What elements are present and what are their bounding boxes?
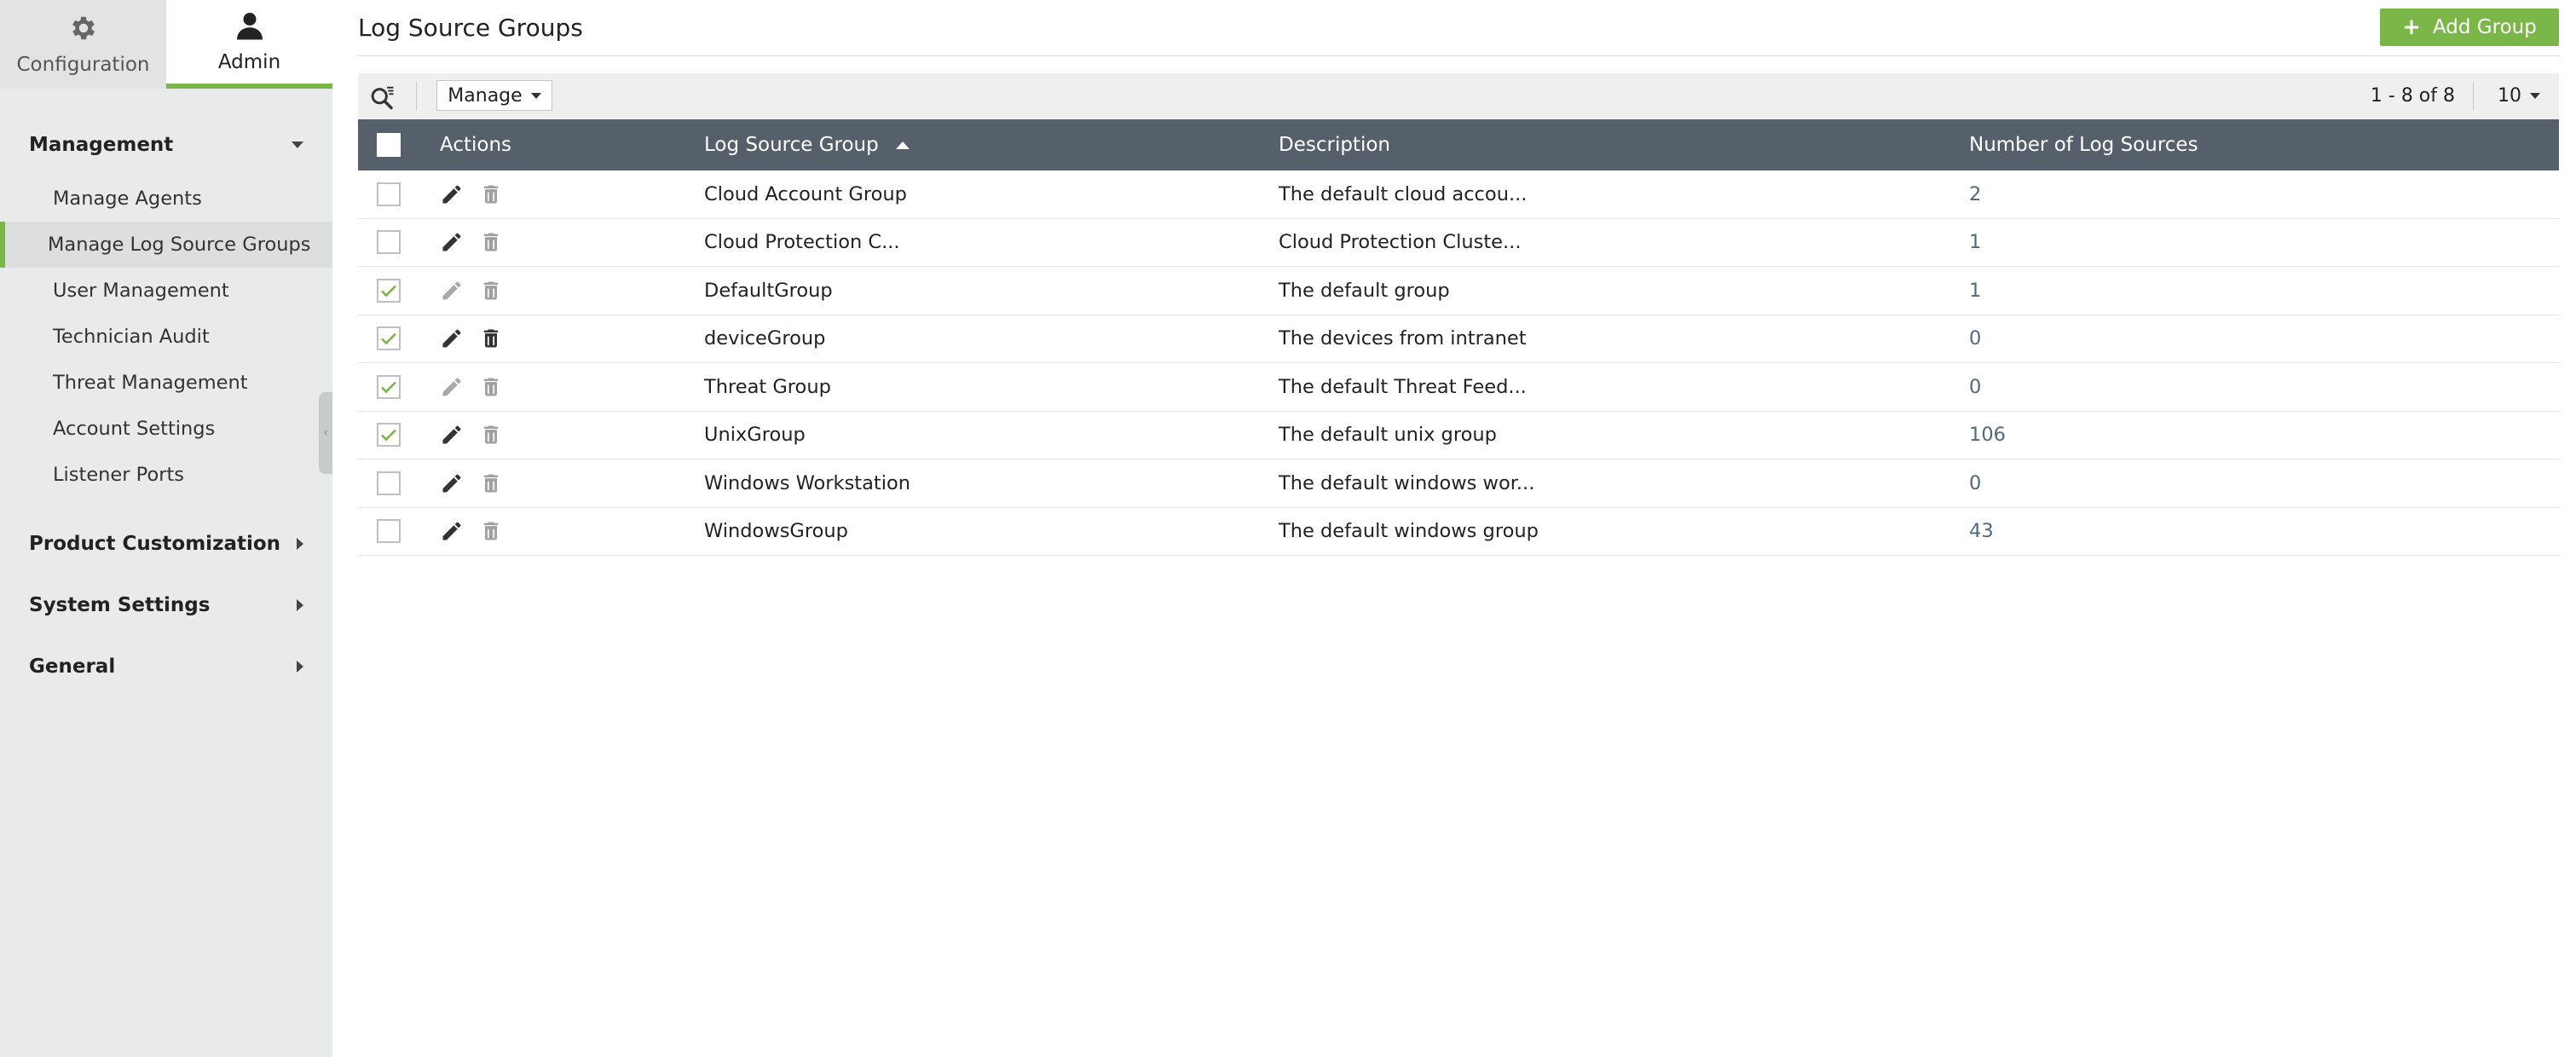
section-management-label: Management xyxy=(29,134,174,156)
caret-right-icon xyxy=(297,599,303,611)
gear-icon xyxy=(68,13,99,43)
management-items xyxy=(0,176,332,498)
delete-icon[interactable] xyxy=(479,519,503,543)
cell-log-source-group: Windows Workstation xyxy=(704,471,910,494)
log-source-count-link[interactable]: 0 xyxy=(1969,327,1982,350)
sidebar-item-user-management[interactable]: User Management xyxy=(53,280,229,302)
table-row[interactable] xyxy=(358,459,2559,508)
column-header-log-source-group-label: Log Source Group xyxy=(704,134,879,156)
row-checkbox[interactable] xyxy=(377,375,401,399)
edit-icon[interactable] xyxy=(440,375,464,399)
chevron-left-icon: ‹ xyxy=(323,426,328,440)
sidebar-item-account-settings[interactable]: Account Settings xyxy=(53,418,216,440)
log-source-count-link[interactable]: 0 xyxy=(1969,471,1982,494)
cell-number-of-log-sources xyxy=(1969,231,1981,253)
caret-right-icon xyxy=(297,538,303,550)
row-checkbox[interactable] xyxy=(377,279,401,303)
delete-icon[interactable] xyxy=(479,471,503,495)
delete-icon[interactable] xyxy=(479,230,503,254)
cell-description: The devices from intranet xyxy=(1279,327,1527,350)
tab-admin[interactable] xyxy=(166,0,332,89)
row-actions xyxy=(440,423,503,447)
page-size-dropdown[interactable] xyxy=(2498,85,2540,107)
cell-description: The default cloud accou... xyxy=(1279,182,1528,205)
section-product-customization-label: Product Customization xyxy=(29,533,281,555)
select-all-checkbox[interactable] xyxy=(377,133,401,157)
sort-ascending-icon xyxy=(896,142,910,149)
row-checkbox[interactable] xyxy=(377,471,401,495)
edit-icon[interactable] xyxy=(440,182,464,206)
row-actions xyxy=(440,471,503,495)
row-select-cell xyxy=(377,230,401,254)
cell-number-of-log-sources xyxy=(1969,472,1981,494)
section-system-settings-label: System Settings xyxy=(29,594,211,616)
section-system-settings[interactable] xyxy=(0,575,332,636)
caret-down-icon xyxy=(292,142,303,148)
caret-right-icon xyxy=(297,661,303,673)
log-source-groups-table xyxy=(358,119,2559,556)
table-row[interactable] xyxy=(358,219,2559,268)
tab-admin-label: Admin xyxy=(217,51,281,73)
column-header-log-source-group[interactable] xyxy=(704,134,910,156)
delete-icon[interactable] xyxy=(479,279,503,303)
sidebar xyxy=(0,0,332,1057)
grid-toolbar xyxy=(358,73,2559,119)
cell-number-of-log-sources xyxy=(1969,376,1981,398)
add-group-button[interactable] xyxy=(2380,9,2559,46)
cell-number-of-log-sources xyxy=(1969,327,1981,349)
section-general[interactable] xyxy=(0,636,332,697)
cell-description: The default unix group xyxy=(1279,424,1497,447)
cell-log-source-group: Cloud Protection C... xyxy=(704,231,900,254)
search-icon[interactable] xyxy=(370,84,396,110)
table-header xyxy=(358,119,2559,170)
checkmark-icon xyxy=(378,377,399,397)
cell-description: The default windows group xyxy=(1279,520,1539,543)
add-group-label: Add Group xyxy=(2432,16,2537,38)
row-select-cell xyxy=(377,326,401,350)
delete-icon[interactable] xyxy=(479,182,503,206)
edit-icon[interactable] xyxy=(440,230,464,254)
cell-log-source-group: WindowsGroup xyxy=(704,520,848,543)
row-select-cell xyxy=(377,182,401,206)
row-select-cell xyxy=(377,471,401,495)
column-header-actions: Actions xyxy=(440,134,512,156)
log-source-count-link[interactable]: 43 xyxy=(1969,520,1994,543)
row-select-cell xyxy=(377,519,401,543)
row-checkbox[interactable] xyxy=(377,230,401,254)
header-select-cell xyxy=(377,133,401,157)
row-checkbox[interactable] xyxy=(377,519,401,543)
cell-log-source-group: Threat Group xyxy=(704,375,831,398)
sidebar-item-listener-ports[interactable]: Listener Ports xyxy=(53,464,185,486)
sidebar-item-manage-agents[interactable]: Manage Agents xyxy=(53,188,202,210)
delete-icon[interactable] xyxy=(479,375,503,399)
row-actions xyxy=(440,182,503,206)
cell-number-of-log-sources xyxy=(1969,520,1994,542)
row-actions xyxy=(440,326,503,350)
row-actions xyxy=(440,279,503,303)
row-actions xyxy=(440,519,503,543)
row-checkbox[interactable] xyxy=(377,182,401,206)
column-header-number-of-log-sources[interactable]: Number of Log Sources xyxy=(1969,134,2198,156)
row-checkbox[interactable] xyxy=(377,423,401,447)
sidebar-menu xyxy=(0,89,332,697)
row-actions xyxy=(440,375,503,399)
log-source-count-link[interactable]: 1 xyxy=(1969,231,1982,254)
section-general-label: General xyxy=(29,656,116,678)
row-actions xyxy=(440,230,503,254)
table-row[interactable] xyxy=(358,267,2559,315)
chevron-down-icon xyxy=(531,93,541,99)
log-source-count-link[interactable]: 1 xyxy=(1969,279,1982,302)
toolbar-divider xyxy=(2473,82,2474,111)
cell-number-of-log-sources xyxy=(1969,424,2006,446)
checkmark-icon xyxy=(378,328,399,349)
toolbar-divider xyxy=(416,82,417,111)
cell-number-of-log-sources xyxy=(1969,183,1981,205)
row-select-cell xyxy=(377,375,401,399)
main-content xyxy=(358,0,2559,1057)
cell-description: The default windows wor... xyxy=(1279,471,1535,494)
cell-log-source-group: UnixGroup xyxy=(704,424,806,447)
checkmark-icon xyxy=(378,280,399,301)
cell-description: Cloud Protection Cluste... xyxy=(1279,231,1522,254)
table-row[interactable] xyxy=(358,508,2559,557)
pagination-info: 1 - 8 of 8 xyxy=(2370,85,2455,107)
cell-log-source-group: Cloud Account Group xyxy=(704,182,907,205)
table-row[interactable] xyxy=(358,315,2559,364)
sidebar-item-manage-log-source-groups[interactable]: Manage Log Source Groups xyxy=(0,222,332,268)
sidebar-top-tabs xyxy=(0,0,332,89)
cell-log-source-group: DefaultGroup xyxy=(704,279,833,302)
sidebar-item-threat-management[interactable]: Threat Management xyxy=(53,372,248,394)
chevron-down-icon xyxy=(2530,93,2540,99)
edit-icon[interactable] xyxy=(440,279,464,303)
table-row[interactable] xyxy=(358,363,2559,412)
cell-log-source-group: deviceGroup xyxy=(704,327,826,350)
tab-configuration[interactable] xyxy=(0,0,166,89)
cell-number-of-log-sources xyxy=(1969,280,1981,302)
manage-dropdown[interactable] xyxy=(436,80,552,111)
log-source-count-link[interactable]: 0 xyxy=(1969,375,1982,398)
tab-configuration-label: Configuration xyxy=(16,54,150,76)
page-title: Log Source Groups xyxy=(358,14,583,42)
section-management[interactable] xyxy=(0,114,332,176)
cell-description: The default Threat Feed... xyxy=(1279,375,1527,398)
cell-description: The default group xyxy=(1279,279,1450,302)
log-source-count-link[interactable]: 2 xyxy=(1969,182,1982,205)
edit-icon[interactable] xyxy=(440,471,464,495)
delete-icon[interactable] xyxy=(479,326,503,350)
edit-icon[interactable] xyxy=(440,326,464,350)
user-icon xyxy=(234,10,265,41)
table-body xyxy=(358,170,2559,556)
edit-icon[interactable] xyxy=(440,423,464,447)
checkmark-icon xyxy=(378,425,399,445)
log-source-count-link[interactable]: 106 xyxy=(1969,424,2006,447)
page-size-value: 10 xyxy=(2498,85,2521,107)
sidebar-item-technician-audit[interactable]: Technician Audit xyxy=(53,326,210,348)
row-select-cell xyxy=(377,279,401,303)
manage-label: Manage xyxy=(448,84,523,107)
sidebar-collapse-handle[interactable] xyxy=(319,392,332,474)
page-header xyxy=(358,0,2559,56)
table-row[interactable] xyxy=(358,170,2559,219)
plus-icon: + xyxy=(2402,14,2421,40)
column-header-description[interactable]: Description xyxy=(1279,134,1390,156)
row-checkbox[interactable] xyxy=(377,326,401,350)
section-product-customization[interactable] xyxy=(0,513,332,575)
delete-icon[interactable] xyxy=(479,423,503,447)
table-row[interactable] xyxy=(358,412,2559,460)
edit-icon[interactable] xyxy=(440,519,464,543)
row-select-cell xyxy=(377,423,401,447)
